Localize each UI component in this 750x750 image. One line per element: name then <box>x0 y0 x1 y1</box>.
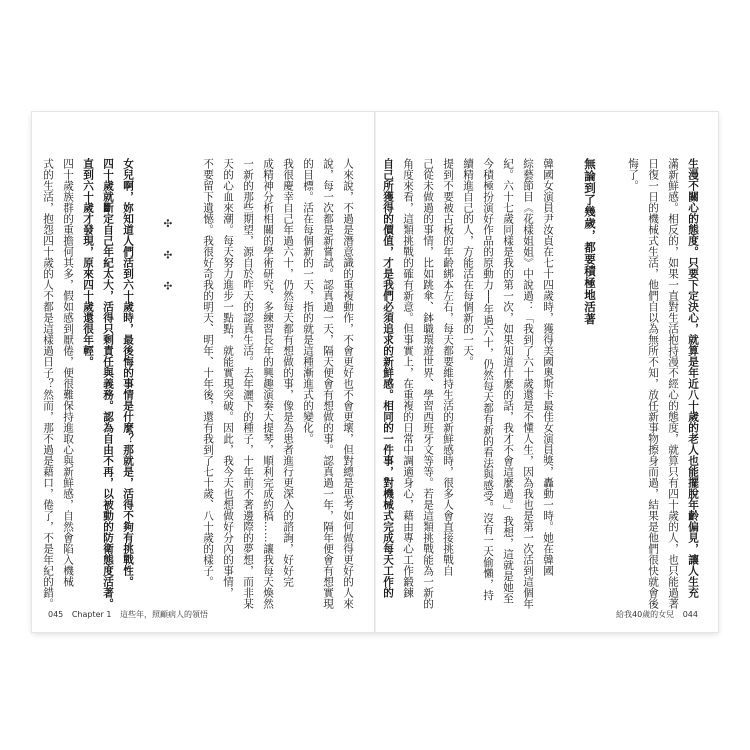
text-column: 成精神分析相關的學術研究、多練習長年的興趣演奏大提琴，順利完成約稿……讓我每天煥然 <box>262 158 274 609</box>
text-column: 滿新鮮感。相反的，如果一直對生活抱持漫不經心的態度，就算只有四十歲的人，也只能過著 <box>667 158 679 609</box>
text-column: 角度來看，這類挑戰的確有新意。但事實上，在重複的日常中調適身心，藉由專心工作鍛鍊 <box>402 158 414 598</box>
left-page <box>32 112 375 632</box>
section-ornament: ✣ ✣ ✣ <box>162 218 174 301</box>
left-page-number: 045 <box>48 610 64 619</box>
chapter-title: 這些年，照顧病人的領悟 <box>120 610 208 619</box>
running-title: 給我40歲的女兒 <box>615 610 675 619</box>
text-column: 今積極扮演好作品的原動力──年過六十，仍然每天都有新的看法與感受。沒有一天偷懶，持 <box>482 158 494 601</box>
text-column: 一新的那些期望，源自於昨天的認真生活。去年灑下的種子，十年前不著邊際的夢想，而非某 <box>242 158 254 609</box>
column-spacer <box>559 158 576 578</box>
section-heading: 無論到了幾歲，都要積極地活著 <box>583 158 597 325</box>
chapter-label: Chapter 1 <box>71 610 112 619</box>
text-column: 式的生活，抱怨四十歲的人不都是這樣過日子？然而，那不過是藉口，倦了，不是年紀的錯。 <box>42 158 54 609</box>
text-column: 四十歲族群的重擔何其多，假如感到厭倦，便很難保持進取心與新鮮感，自然會陷入機械 <box>62 158 74 587</box>
text-column: 自己所獲得的價值，才是我們必須追求的新鮮感。相同的一件事，對機械式完成每天工作的 <box>382 158 394 598</box>
text-column: 提到不要被古板的年齡綁本左右，每天都要維持生活的新鮮感時，很多人會直接挑戰自 <box>442 158 454 576</box>
text-column: 天的心血來潮。每天努力進步一點點，就能實現突破。因此，我今天也想做好分內的事情， <box>222 158 234 598</box>
book-spread <box>32 112 718 632</box>
text-column: 女兒啊，妳知道人們活到六十歲時，最後悔的事情是什麼？那就是，活得不夠有挑戰性。 <box>122 158 134 587</box>
text-column: 紀。六十七歲同樣是我的第一次，如果知道什麼的話，我才不會這麼過。」我想，這就是她至 <box>502 158 514 604</box>
text-column: 悔了。 <box>627 158 639 191</box>
right-page-footer <box>616 609 704 620</box>
left-text-block <box>42 158 356 609</box>
text-column: 直到六十歲才發現，原來四十歲還很年輕。 <box>82 158 94 367</box>
text-column: 我很慶幸自己年過六十，仍然每天都有想做的事，像是為患者進行更深入的諮詢，好好完 <box>282 158 294 587</box>
left-page-footer <box>48 609 214 620</box>
text-column: 不要留下遺憾。我很好奇我的明天、明年、十年後，還有我到了七十歲、八十歲的樣子。 <box>202 158 214 587</box>
column-spacer <box>604 158 621 578</box>
right-page-number: 044 <box>682 610 698 619</box>
text-column: 人來說，不過是潛意識的重複動作，不會更好也不會更壞，但對總是思考如何做得更好的人來 <box>342 158 354 609</box>
text-column: 的目標。活在每個新的一天，指的就是這種漸進式的變化。 <box>302 158 314 444</box>
text-column: 韓國女演員尹汝貞在七十四歲時，獲得美國奧斯卡最佳女演員獎，轟動一時。她在韓國 <box>542 158 554 576</box>
text-column: 續精進自己的人，方能活在每個新的一天。 <box>462 158 474 367</box>
text-column: 己從未做過的事情，比如跳傘、鉢職環遊世界、學習西班牙文等等。若是這類挑戰能為一新的 <box>422 158 434 609</box>
column-spacer <box>139 158 156 578</box>
right-page <box>375 112 718 632</box>
right-text-block <box>382 158 701 609</box>
column-spacer <box>179 158 196 578</box>
text-column: 生漫不關心的態度。只要下定決心，就算是年近八十歲的老人也能擺脫年齡偏見，讓人生充 <box>687 158 699 598</box>
text-column: 日復一日的機械式生活，他們自以為無所不知，放任新事物擦身而過，結果是他們很快就會後 <box>647 158 659 609</box>
text-column: 四十歲就斷定自己年紀太大，活得只剩責任與義務。認為自由不再，以被動的防衛態度活著。 <box>102 158 114 609</box>
text-column: 說，每一次都是新嘗試。認真過一天，隔天便會有想做的事。認真過一年，隔年便會有想實現 <box>322 158 334 609</box>
text-column: 綜藝節目《花樣姐姐》中說過：「我到了六十歲還是不懂人生，因為我也是第一次活到這個年 <box>522 158 534 609</box>
